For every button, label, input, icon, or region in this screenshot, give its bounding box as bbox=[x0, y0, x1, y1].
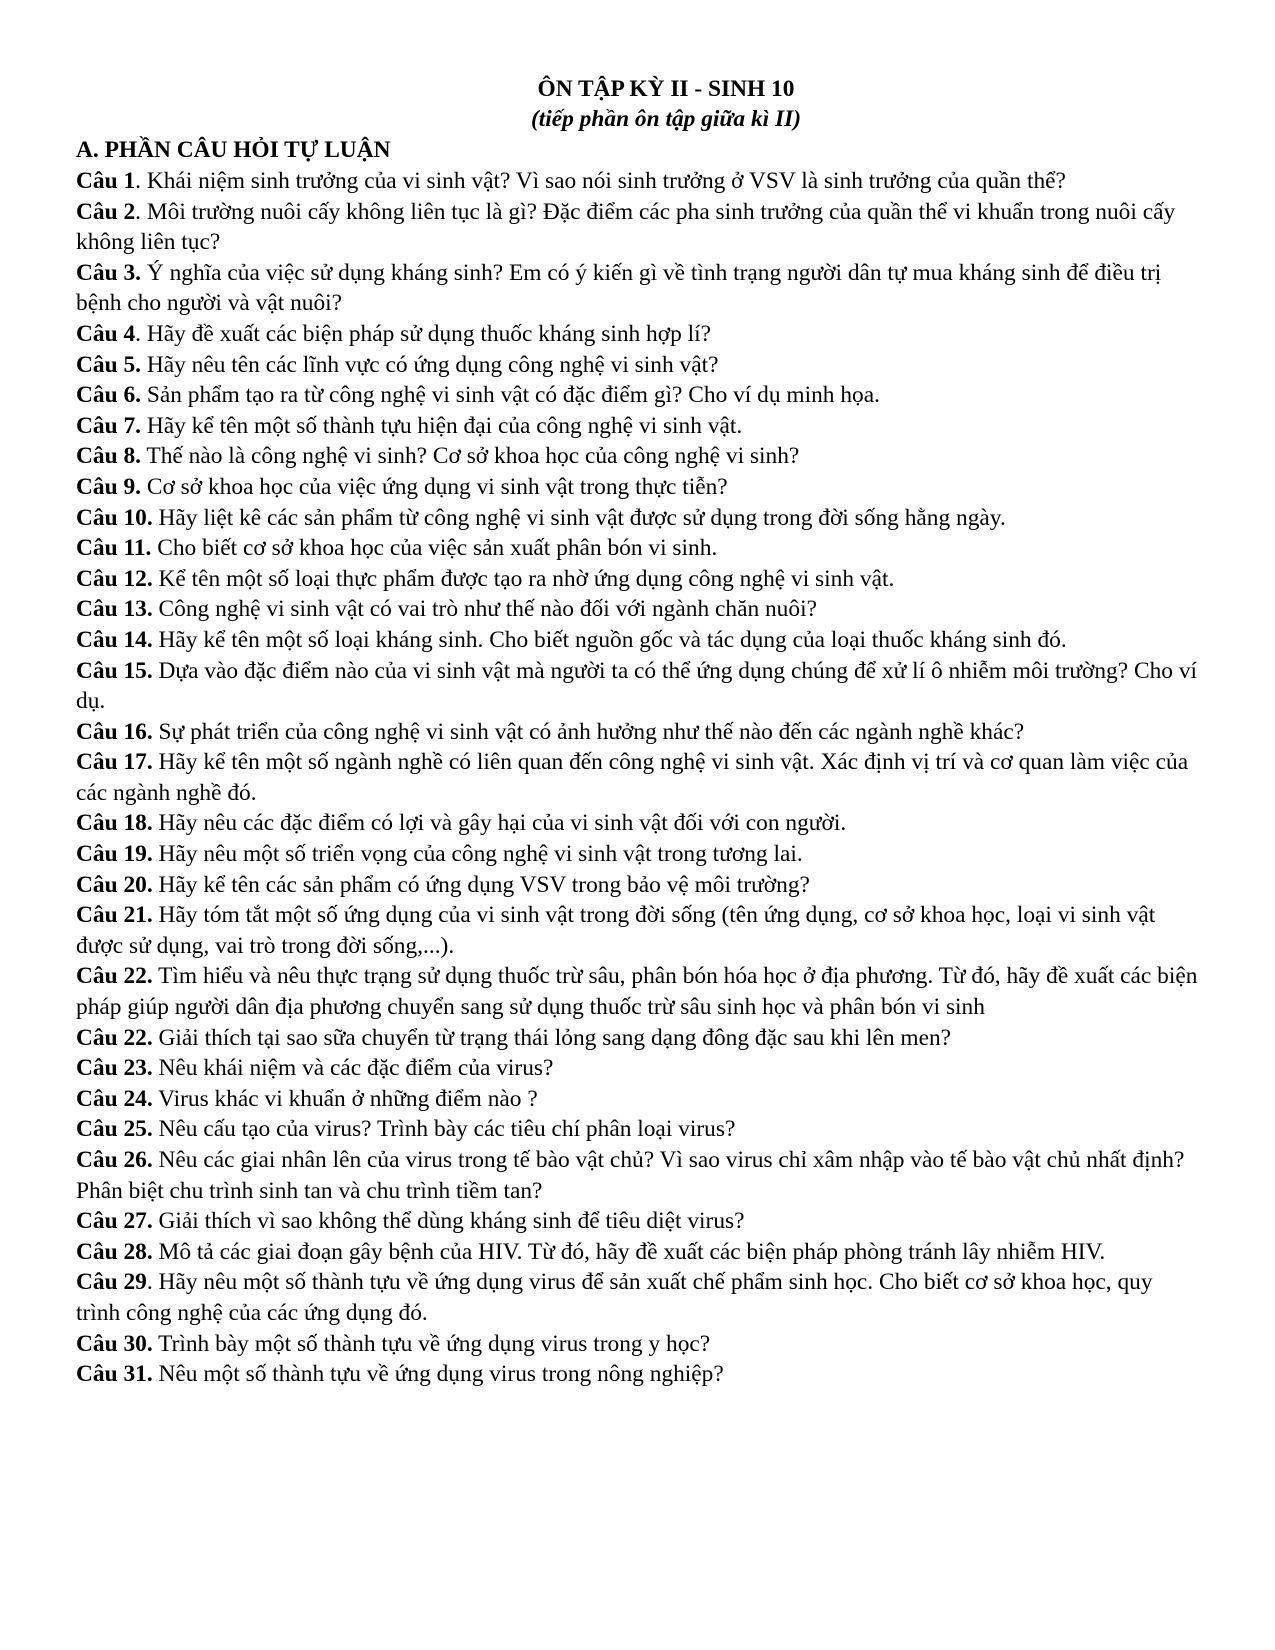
question-item bbox=[76, 1023, 1200, 1054]
question-text: Hãy liệt kê các sản phẩm từ công nghệ vi sinh vật được sử dụng trong đời sống hằng ngày. bbox=[152, 504, 1006, 531]
question-number: Câu 10. bbox=[76, 504, 153, 531]
question-text: Hãy nêu các đặc điểm có lợi và gây hại của vi sinh vật đối với con người. bbox=[152, 810, 847, 837]
question-text: Hãy tóm tắt một số ứng dụng của vi sinh vật trong đời sống (tên ứng dụng, cơ sở khoa học, loại vi sinh vật được sử dụng, vai trò trong đời sống,...). bbox=[76, 902, 1156, 959]
question-text: Môi trường nuôi cấy không liên tục là gì? Đặc điểm các pha sinh trưởng của quần thể vi khuẩn trong nuôi cấy không liên tục? bbox=[76, 198, 1176, 256]
question-text: Hãy kể tên một số thành tựu hiện đại của công nghệ vi sinh vật. bbox=[141, 412, 743, 439]
question-item bbox=[76, 441, 1200, 472]
question-item bbox=[76, 564, 1200, 595]
question-number-period: . bbox=[135, 168, 141, 194]
question-item bbox=[76, 1145, 1200, 1206]
question-item bbox=[76, 1084, 1200, 1115]
question-number: Câu 11. bbox=[76, 535, 152, 562]
question-text: Cho biết cơ sở khoa học của việc sản xuất phân bón vi sinh. bbox=[151, 535, 718, 562]
question-number-period: . bbox=[135, 198, 141, 225]
question-text: Hãy kể tên một số ngành nghề có liên quan đến công nghệ vi sinh vật. Xác định vị trí và cơ quan làm việc của các ngành nghề đó. bbox=[76, 749, 1189, 806]
question-item bbox=[76, 594, 1200, 625]
question-item bbox=[76, 1053, 1200, 1084]
question-item bbox=[76, 380, 1200, 411]
question-number: Câu 18. bbox=[76, 810, 153, 837]
question-number: Câu 24. bbox=[76, 1085, 153, 1112]
question-text: Hãy đề xuất các biện pháp sử dụng thuốc kháng sinh hợp lí? bbox=[141, 320, 712, 347]
question-item bbox=[76, 1237, 1200, 1268]
question-item bbox=[76, 1359, 1200, 1390]
question-item bbox=[76, 808, 1200, 839]
question-number: Câu 30. bbox=[76, 1330, 153, 1357]
question-number: Câu 26. bbox=[76, 1147, 153, 1173]
question-item bbox=[76, 1267, 1200, 1328]
question-text: Sản phẩm tạo ra từ công nghệ vi sinh vật có đặc điểm gì? Cho ví dụ minh họa. bbox=[141, 382, 880, 409]
question-number: Câu 7. bbox=[76, 412, 141, 439]
question-item bbox=[76, 1206, 1200, 1237]
question-text: Mô tả các giai đoạn gây bệnh của HIV. Từ đó, hãy đề xuất các biện pháp phòng tránh lây nhiễm HIV. bbox=[152, 1238, 1106, 1265]
question-number: Câu 14. bbox=[76, 626, 153, 653]
question-text: Sự phát triển của công nghệ vi sinh vật có ảnh hưởng như thế nào đến các ngành nghề khác? bbox=[152, 718, 1025, 745]
document-subtitle: (tiếp phần ôn tập giữa kì II) bbox=[530, 106, 802, 132]
question-item bbox=[76, 411, 1200, 442]
question-item bbox=[76, 839, 1200, 870]
question-number: Câu 16. bbox=[76, 718, 153, 745]
document-title: ÔN TẬP KỲ II - SINH 10 bbox=[537, 76, 795, 102]
question-text: Giải thích tại sao sữa chuyển từ trạng thái lỏng sang dạng đông đặc sau khi lên men? bbox=[152, 1024, 952, 1051]
question-text: Hãy nêu một số thành tựu về ứng dụng virus để sản xuất chế phẩm sinh học. Cho biết cơ sở khoa học, quy trình công nghệ của các ứng dụng đó. bbox=[76, 1269, 1153, 1326]
question-item bbox=[76, 319, 1200, 350]
question-number-period: . bbox=[146, 1269, 153, 1296]
question-text: Hãy kể tên một số loại kháng sinh. Cho biết nguồn gốc và tác dụng của loại thuốc kháng sinh đó. bbox=[152, 626, 1067, 653]
question-item bbox=[76, 747, 1200, 808]
question-item bbox=[76, 472, 1200, 503]
question-number: Câu 1 bbox=[76, 168, 136, 194]
question-item bbox=[76, 166, 1200, 197]
question-number: Câu 6. bbox=[76, 382, 141, 409]
question-number: Câu 8. bbox=[76, 443, 141, 470]
question-item bbox=[76, 350, 1200, 381]
question-text: Giải thích vì sao không thể dùng kháng sinh để tiêu diệt virus? bbox=[152, 1208, 745, 1235]
question-item bbox=[76, 1329, 1200, 1360]
question-number: Câu 25. bbox=[76, 1116, 153, 1143]
question-item bbox=[76, 870, 1200, 901]
question-text: Hãy kể tên các sản phẩm có ứng dụng VSV trong bảo vệ môi trường? bbox=[152, 871, 810, 898]
question-item bbox=[76, 656, 1200, 717]
question-text: Dựa vào đặc điểm nào của vi sinh vật mà người ta có thể ứng dụng chúng để xử lí ô nhiễm môi trường? Cho ví dụ. bbox=[76, 657, 1198, 715]
question-number: Câu 29 bbox=[76, 1269, 147, 1296]
question-number: Câu 17. bbox=[76, 749, 153, 776]
question-number: Câu 31. bbox=[76, 1361, 153, 1388]
question-item bbox=[76, 197, 1200, 258]
question-text: Kể tên một số loại thực phẩm được tạo ra nhờ ứng dụng công nghệ vi sinh vật. bbox=[152, 565, 895, 592]
question-number: Câu 19. bbox=[76, 841, 153, 868]
question-text: Tìm hiểu và nêu thực trạng sử dụng thuốc trừ sâu, phân bón hóa học ở địa phương. Từ đó, hãy đề xuất các biện pháp giúp người dân địa phương chuyển sang sử dụng thuốc trừ sâu sinh học và phân bón vi sinh bbox=[76, 963, 1198, 1021]
question-item bbox=[76, 503, 1200, 534]
question-item bbox=[76, 1114, 1200, 1145]
question-number: Câu 9. bbox=[76, 473, 141, 500]
question-text: Khái niệm sinh trưởng của vi sinh vật? Vì sao nói sinh trưởng ở VSV là sinh trưởng của quần thể? bbox=[141, 168, 1066, 194]
question-text: Nêu các giai nhân lên của virus trong tế bào vật chủ? Vì sao virus chỉ xâm nhập vào tế bào vật chủ nhất định? Phân biệt chu trình sinh tan và chu trình tiềm tan? bbox=[76, 1147, 1185, 1204]
question-number: Câu 15. bbox=[76, 657, 153, 684]
question-item bbox=[76, 258, 1200, 319]
question-text: Virus khác vi khuẩn ở những điểm nào ? bbox=[152, 1085, 538, 1112]
question-number: Câu 20. bbox=[76, 871, 153, 898]
question-number: Câu 3. bbox=[76, 259, 141, 286]
question-number: Câu 13. bbox=[76, 596, 153, 623]
question-item bbox=[76, 533, 1200, 564]
document-page bbox=[76, 74, 1200, 1390]
question-item bbox=[76, 717, 1200, 748]
question-text: Trình bày một số thành tựu về ứng dụng virus trong y học? bbox=[152, 1330, 711, 1357]
question-text: Nêu một số thành tựu về ứng dụng virus trong nông nghiệp? bbox=[152, 1361, 724, 1388]
question-text: Thế nào là công nghệ vi sinh? Cơ sở khoa học của công nghệ vi sinh? bbox=[141, 443, 800, 470]
question-text: Hãy nêu một số triển vọng của công nghệ vi sinh vật trong tương lai. bbox=[152, 841, 803, 868]
question-item bbox=[76, 625, 1200, 656]
question-text: Hãy nêu tên các lĩnh vực có ứng dụng công nghệ vi sinh vật? bbox=[141, 351, 719, 378]
question-number: Câu 22. bbox=[76, 1024, 153, 1051]
question-number: Câu 22. bbox=[76, 963, 153, 990]
question-number-period: . bbox=[135, 320, 141, 347]
question-number: Câu 28. bbox=[76, 1238, 153, 1265]
question-item bbox=[76, 961, 1200, 1022]
question-number: Câu 4 bbox=[76, 320, 136, 347]
question-item bbox=[76, 900, 1200, 961]
question-number: Câu 23. bbox=[76, 1055, 153, 1082]
question-number: Câu 27. bbox=[76, 1208, 153, 1235]
question-text: Ý nghĩa của việc sử dụng kháng sinh? Em có ý kiến gì về tình trạng người dân tự mua kháng sinh để điều trị bệnh cho người và vật nuôi? bbox=[76, 259, 1162, 317]
question-number: Câu 12. bbox=[76, 565, 153, 592]
question-text: Nêu khái niệm và các đặc điểm của virus? bbox=[152, 1055, 554, 1082]
question-number: Câu 21. bbox=[76, 902, 153, 929]
section-heading: A. PHẦN CÂU HỎI TỰ LUẬN bbox=[76, 137, 391, 163]
question-number: Câu 2 bbox=[76, 198, 136, 225]
question-list bbox=[76, 166, 1200, 1390]
question-text: Cơ sở khoa học của việc ứng dụng vi sinh vật trong thực tiễn? bbox=[141, 473, 728, 500]
question-text: Công nghệ vi sinh vật có vai trò như thế nào đối với ngành chăn nuôi? bbox=[152, 596, 817, 623]
question-text: Nêu cấu tạo của virus? Trình bày các tiêu chí phân loại virus? bbox=[152, 1116, 736, 1143]
question-number: Câu 5. bbox=[76, 351, 141, 378]
